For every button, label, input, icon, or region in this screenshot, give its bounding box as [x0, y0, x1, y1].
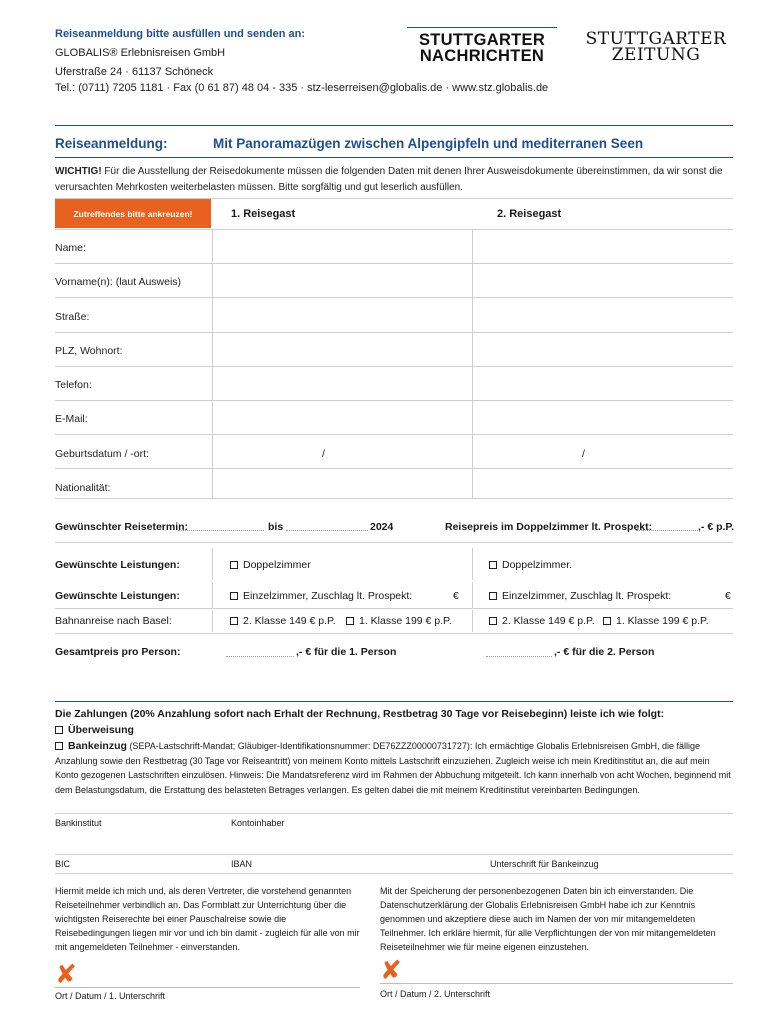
col-divider	[472, 610, 473, 632]
signature-1-label: Ort / Datum / 1. Unterschrift	[55, 991, 166, 1001]
send-to-heading: Reiseanmeldung bitte ausfüllen und senden an:	[55, 28, 305, 40]
email-label: E-Mail:	[55, 413, 88, 425]
row-divider	[55, 332, 733, 333]
direct-debit-option[interactable]: Bankeinzug (SEPA-Lastschrift-Mandat; Gläubiger-Identifikationsnummer: DE76ZZZ00000731727): Ich ermächtige Globalis Erlebnisreisen GmbH, die fällige Anzahlung sowie den Restbetrag (30 Tage vor Reiseantritt) von meinem Konto mittels Lastschrift einzuziehen. Zugleich weise ich mein Kreditinstitut an, die auf mein Konto gezogenen Lastschriften einzulösen. Hinweis: Die Mandatsreferenz wird im Rahmen der Abbuchung mitgeteilt. Ich kann innerhalb von acht Wochen, beginnend mit dem Belastungsdatum, die Erstattung des belasteten Betrages verlangen. Es gelten dabei die mit meinem Kreditinstitut vereinbarten Bedingungen.	[55, 740, 731, 795]
account-holder-field[interactable]: Kontoinhaber	[231, 818, 285, 828]
payment-heading: Die Zahlungen (20% Anzahlung sofort nach Erhalt der Rechnung, Restbetrag 30 Tage vor Reisebeginn) leiste ich wie folgt:	[55, 708, 665, 720]
table-bottom-border	[55, 498, 733, 499]
city-label: PLZ, Wohnort:	[55, 345, 123, 357]
rail-label: Bahnanreise nach Basel:	[55, 615, 172, 627]
signature-x-icon: ✘	[55, 959, 77, 989]
stuttgarter-zeitung-logo: STUTTGARTER ZEITUNG	[585, 29, 727, 65]
checkbox-icon[interactable]	[230, 592, 238, 600]
col-divider	[212, 548, 213, 580]
single-room-option-1[interactable]: Einzelzimmer, Zuschlag lt. Prospekt:	[230, 590, 412, 602]
date-bis: bis	[268, 521, 284, 533]
checkbox-icon[interactable]	[230, 617, 238, 625]
date-from-field[interactable]	[178, 530, 264, 531]
guest1-header: 1. Reisegast	[231, 208, 296, 220]
total-price-label: Gesamtpreis pro Person:	[55, 646, 181, 658]
total-field-1[interactable]	[226, 656, 294, 657]
signature-line-2[interactable]	[380, 983, 733, 984]
total-person-1: ,- € für die 1. Person	[296, 646, 397, 658]
checkbox-icon[interactable]	[346, 617, 354, 625]
double-room-option-1[interactable]: Doppelzimmer	[230, 559, 311, 571]
checkbox-icon[interactable]	[603, 617, 611, 625]
form-title: Reiseanmeldung:	[55, 136, 168, 151]
euro-sign-1: €	[453, 590, 459, 602]
col-divider	[212, 610, 213, 632]
row-divider	[55, 263, 733, 264]
signature-line-1[interactable]	[55, 987, 360, 988]
bank-name-field[interactable]: Bankinstitut	[55, 818, 102, 828]
checkbox-icon[interactable]	[489, 561, 497, 569]
tick-hint-box: Zutreffendes bitte ankreuzen!	[55, 199, 211, 228]
total-person-2: ,- € für die 2. Person	[554, 646, 655, 658]
row-divider	[55, 400, 733, 401]
important-note: WICHTIG! Für die Ausstellung der Reisedokumente müssen die folgenden Daten mit denen Ihrer Ausweisdokumente übereinstimmen, da wir sonst die verursachten Mehrkosten weiterbelasten müssen. Bitte sorgfältig und gut leserlich ausfüllen.	[55, 166, 723, 193]
rail-1st-class-2[interactable]: 1. Klasse 199 € p.P.	[603, 615, 709, 627]
debit-signature-field[interactable]: Unterschrift für Bankeinzug	[490, 859, 599, 869]
registration-consent-text: Hiermit melde ich mich und, als deren Vertreter, die vorstehend genannten Reiseteilnehmer verbindlich an. Das Formblatt zur Unterrichtung über die wichtigsten Reiserechte bei einer Pauschalreise sowie die Reisebedingungen liegen mir vor und ich bin damit - zugleich für alle von mir mit angemeldeten Teilnehmer - einverstanden.	[55, 886, 360, 952]
row-divider	[55, 873, 733, 874]
date-to-field[interactable]	[286, 530, 368, 531]
privacy-consent-text: Mit der Speicherung der personenbezogenen Daten bin ich einverstanden. Die Datenschutzerklärung der Globalis Erlebnisreisen GmbH habe ich zur Kenntnis genommen und akzeptiere diese auch im Namen der von mir mitangemeldeten Teilnehmer. Ich erkläre hiermit, für alle Verpflichtungen der von mir mitangemeldeten Reiseteilnehmer wie für meine eigenen einzustehen.	[380, 886, 716, 952]
checkbox-icon[interactable]	[489, 617, 497, 625]
header-divider	[55, 125, 733, 126]
row-divider	[55, 542, 733, 543]
name-label: Name:	[55, 242, 86, 254]
payment-divider	[55, 701, 733, 702]
signature-x-icon: ✘	[380, 955, 402, 985]
rail-2nd-class-1[interactable]: 2. Klasse 149 € p.P.	[230, 615, 336, 627]
row-divider	[55, 608, 733, 609]
trip-title: Mit Panoramazügen zwischen Alpengipfeln und mediterranen Seen	[213, 136, 644, 151]
checkbox-icon[interactable]	[230, 561, 238, 569]
iban-field[interactable]: IBAN	[231, 859, 253, 869]
checkbox-icon[interactable]	[489, 592, 497, 600]
euro-sign-2: €	[725, 590, 731, 602]
total-field-2[interactable]	[486, 656, 552, 657]
birth-separator-1: /	[322, 448, 325, 460]
stuttgarter-nachrichten-logo: STUTTGARTER NACHRICHTEN	[407, 27, 557, 64]
title-divider	[55, 157, 733, 158]
nationality-label: Nationalität:	[55, 482, 111, 494]
checkbox-icon[interactable]	[55, 726, 63, 734]
row-divider	[55, 366, 733, 367]
row-divider	[55, 434, 733, 435]
col-divider	[472, 548, 473, 580]
services-label-1: Gewünschte Leistungen:	[55, 559, 180, 571]
checkbox-icon[interactable]	[55, 742, 63, 750]
table-col-divider-2	[472, 229, 473, 498]
table-header-border	[55, 229, 733, 230]
bic-field[interactable]: BIC	[55, 859, 71, 869]
rail-1st-class-1[interactable]: 1. Klasse 199 € p.P.	[346, 615, 452, 627]
firstname-label: Vorname(n): (laut Ausweis)	[55, 276, 182, 288]
services-label-2: Gewünschte Leistungen:	[55, 590, 180, 602]
price-label: Reisepreis im Doppelzimmer lt. Prospekt:	[445, 521, 653, 533]
table-col-divider-1	[212, 229, 213, 498]
travel-year: 2024	[370, 521, 394, 533]
street-label: Straße:	[55, 311, 90, 323]
company-address: Uferstraße 24 · 61137 Schöneck	[55, 66, 214, 78]
birth-label: Geburtsdatum / -ort:	[55, 448, 149, 460]
transfer-option[interactable]: Überweisung	[55, 724, 134, 736]
company-name: GLOBALIS® Erlebnisreisen GmbH	[55, 47, 226, 59]
company-contact: Tel.: (0711) 7205 1181 · Fax (0 61 87) 48 04 - 335 · stz-leserreisen@globalis.de · www.stz.globalis.de	[55, 82, 549, 94]
single-room-option-2[interactable]: Einzelzimmer, Zuschlag lt. Prospekt:	[489, 590, 671, 602]
rail-2nd-class-2[interactable]: 2. Klasse 149 € p.P.	[489, 615, 595, 627]
row-divider	[55, 854, 733, 855]
travel-date-label: Gewünschter Reisetermin:	[55, 521, 189, 533]
guest2-header: 2. Reisegast	[497, 208, 562, 220]
signature-2-label: Ort / Datum / 2. Unterschrift	[380, 989, 491, 999]
row-divider	[55, 468, 733, 469]
double-room-option-2[interactable]: Doppelzimmer.	[489, 559, 572, 571]
phone-label: Telefon:	[55, 379, 92, 391]
col-divider	[472, 582, 473, 608]
birth-separator-2: /	[582, 448, 585, 460]
price-field[interactable]	[636, 530, 698, 531]
row-divider	[55, 297, 733, 298]
row-divider	[55, 633, 733, 634]
row-divider	[55, 813, 733, 814]
price-suffix: ,- € p.P.	[698, 521, 734, 533]
col-divider	[212, 582, 213, 608]
